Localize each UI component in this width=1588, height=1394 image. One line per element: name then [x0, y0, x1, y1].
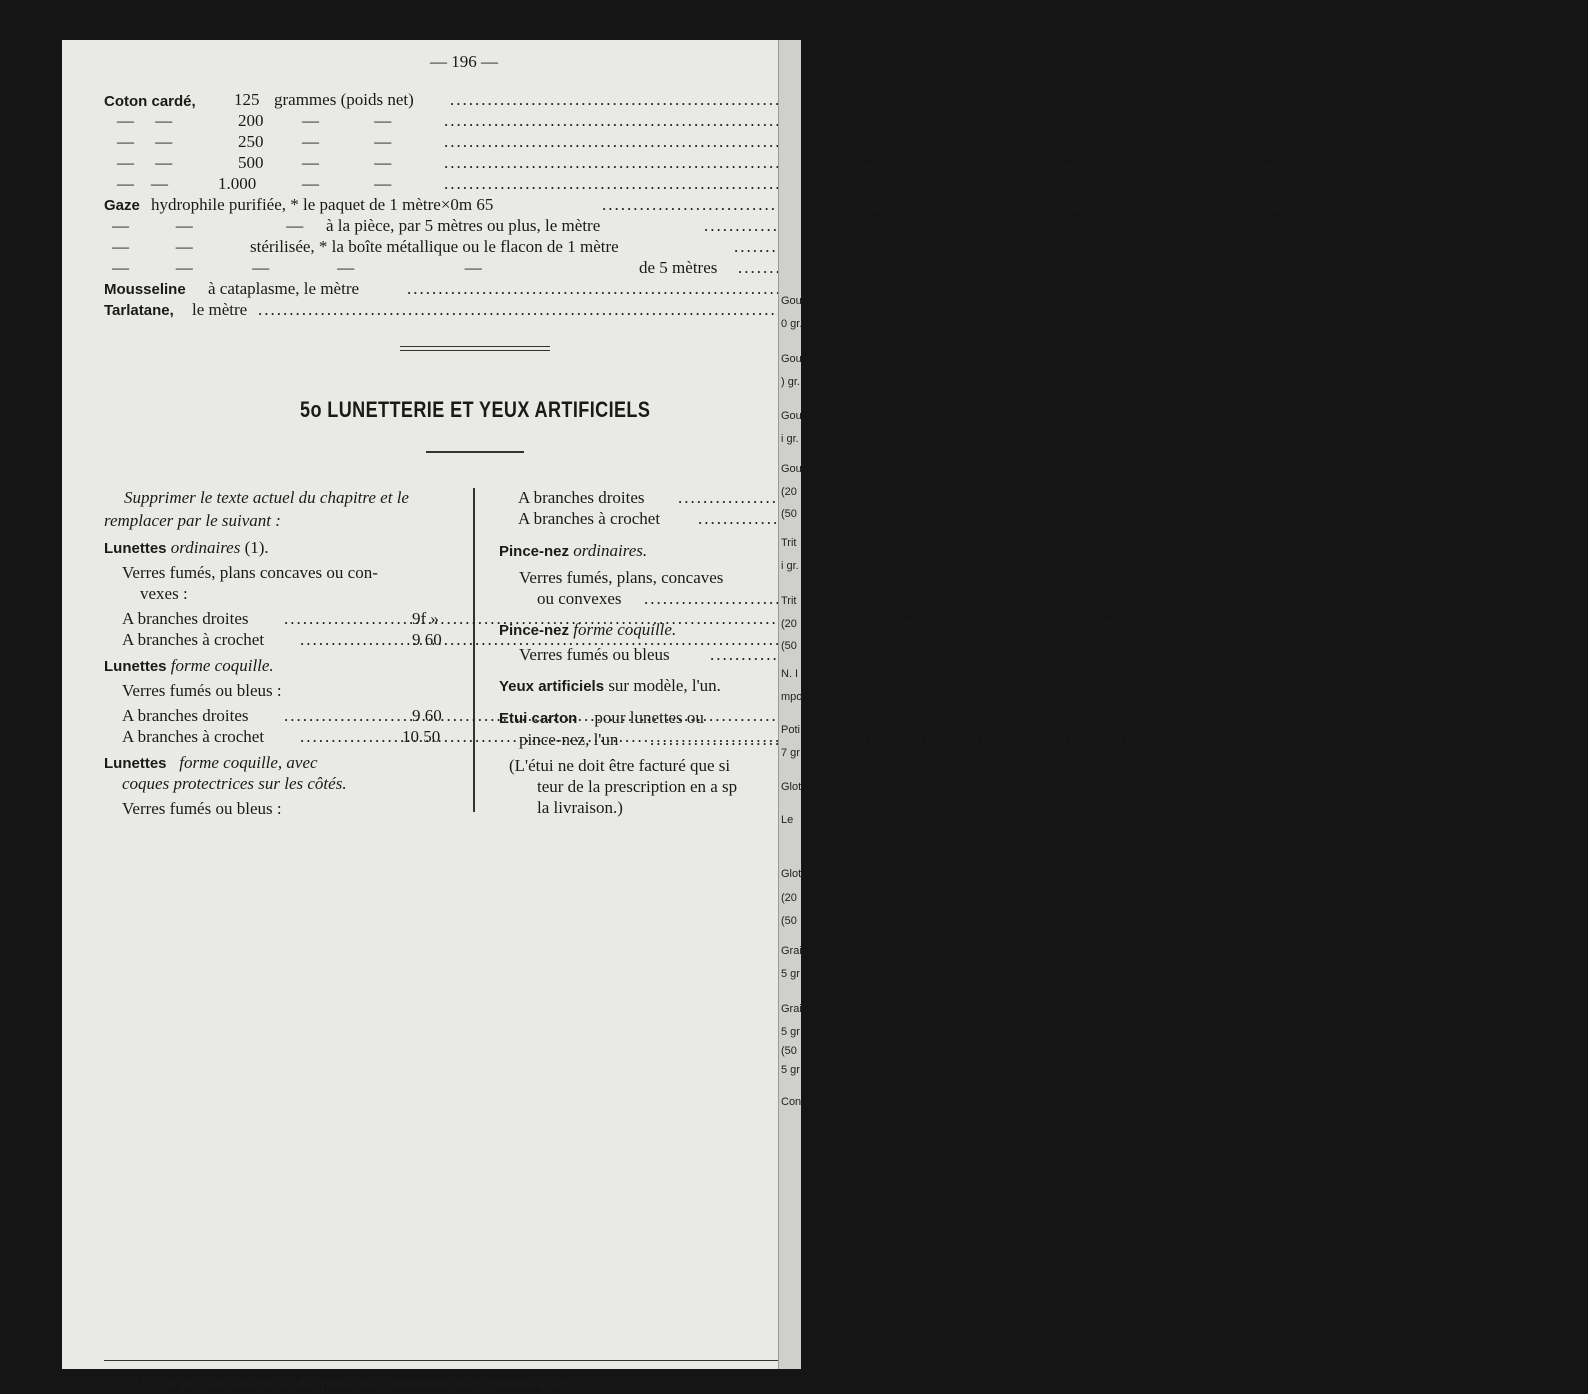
- edge-fragment: Glot: [781, 868, 802, 880]
- dot-leader: [444, 132, 776, 152]
- edge-fragment: 0 gr.: [781, 318, 803, 330]
- ditto-mark: — —: [302, 111, 392, 130]
- lc-branches-droites: A branches droites: [122, 706, 249, 725]
- coton-qty-4: 500: [238, 153, 264, 172]
- edge-fragment: 5 gr: [781, 968, 800, 980]
- lunettes-ordinaires: Lunettes ordinaires (1).: [104, 538, 269, 557]
- coton-qty-5: 1.000: [218, 174, 257, 193]
- edge-fragment: ) gr.: [781, 376, 800, 388]
- edge-fragment: (50: [781, 640, 797, 652]
- ditto-mark: — — — — —: [112, 258, 482, 277]
- dot-leader: [678, 488, 774, 508]
- dot-leader: [284, 609, 396, 629]
- tarlatane-text: le mètre: [192, 300, 248, 319]
- edge-fragment: N. I: [781, 668, 799, 680]
- edge-fragment: Glot: [781, 781, 802, 793]
- pince-verres-line-2: Verres fumés ou bleus: [519, 645, 670, 664]
- separator-rule: [400, 350, 550, 351]
- ditto-mark: — —: [302, 132, 392, 151]
- book-page: [62, 40, 780, 1392]
- intro-line-2: remplacer par le suivant :: [104, 511, 281, 530]
- column-divider: [473, 488, 475, 812]
- gaze-line-2: à la pièce, par 5 mètres ou plus, le mètre: [326, 216, 601, 235]
- dot-leader: [710, 645, 774, 665]
- edge-fragment: Trit: [781, 595, 797, 607]
- edge-fragment: (20: [781, 486, 797, 498]
- page-number: — 196 —: [430, 52, 498, 71]
- title-underline: [426, 451, 524, 453]
- dot-leader: [444, 153, 776, 173]
- gaze-line-1: hydrophile purifiée, * le paquet de 1 mètre×0m 65: [151, 195, 494, 214]
- dot-leader: [284, 706, 396, 726]
- lunettes-coquille: Lunettes forme coquille.: [104, 656, 274, 675]
- verres-line-2: Verres fumés ou bleus :: [122, 681, 282, 700]
- edge-fragment: (50: [781, 915, 797, 927]
- ditto-mark: — —: [117, 153, 173, 172]
- gaze-label: Gaze: [104, 197, 140, 214]
- lo-branches-crochet: A branches à crochet: [122, 630, 265, 649]
- verres-line-1b: vexes :: [140, 584, 188, 603]
- lunettes-coques: Lunettes forme coquille, avec: [104, 753, 318, 772]
- edge-fragment: Grai: [781, 945, 802, 957]
- etui-carton-line-2: pince-nez, l'un: [519, 730, 619, 749]
- pince-verres-line-1b: ou convexes: [537, 589, 622, 608]
- edge-fragment: i gr.: [781, 560, 799, 572]
- ditto-mark: — —: [302, 174, 392, 193]
- edge-fragment: Con: [781, 1096, 802, 1108]
- dot-leader: [650, 730, 774, 750]
- dot-leader: [644, 589, 774, 609]
- edge-fragment: Gou: [781, 410, 802, 422]
- dot-leader: [258, 300, 776, 320]
- dot-leader: [738, 258, 776, 278]
- edge-fragment: (50: [781, 1045, 797, 1057]
- dot-leader: [602, 195, 776, 215]
- coton-qty-2: 200: [238, 111, 264, 130]
- edge-fragment: 7 gr: [781, 747, 800, 759]
- price-lc-droites: 9 60: [412, 706, 442, 725]
- edge-fragment: Poti: [781, 724, 800, 736]
- edge-fragment: (20: [781, 618, 797, 630]
- gaze-line-3: stérilisée, * la boîte métallique ou le flacon de 1 mètre: [250, 237, 619, 256]
- ditto-mark: — —: [112, 237, 193, 256]
- dot-leader: [444, 174, 776, 194]
- etui-note-2: teur de la prescription en a sp: [537, 777, 738, 796]
- coton-text-1: grammes (poids net): [274, 90, 414, 109]
- mousseline-label: Mousseline: [104, 281, 186, 298]
- yeux-artificiels: Yeux artificiels sur modèle, l'un.: [499, 676, 721, 695]
- coton-qty-3: 250: [238, 132, 264, 151]
- lo-branches-droites: A branches droites: [122, 609, 249, 628]
- gaze-line-4: de 5 mètres: [639, 258, 718, 277]
- ditto-mark: — —: [117, 174, 168, 193]
- coton-label: Coton cardé,: [104, 93, 196, 110]
- etui-carton: Etui carton pour lunettes ou: [499, 708, 704, 727]
- next-page-edge: [778, 40, 801, 1369]
- edge-fragment: Gou: [781, 353, 802, 365]
- pince-nez-ordinaires: Pince-nez ordinaires.: [499, 541, 648, 560]
- pince-nez-coquille: Pince-nez forme coquille.: [499, 620, 677, 639]
- ditto-mark: — —: [302, 153, 392, 172]
- price-lc-crochet: 10 50: [402, 727, 441, 746]
- tarlatane-label: Tarlatane,: [104, 302, 174, 319]
- edge-fragment: 5 gr: [781, 1064, 800, 1076]
- etui-note-1: (L'étui ne doit être facturé que si: [509, 756, 731, 775]
- dot-leader: [407, 279, 776, 299]
- edge-fragment: Gou: [781, 295, 802, 307]
- dot-leader: [704, 216, 776, 236]
- edge-fragment: Grai: [781, 1003, 802, 1015]
- dot-leader: [300, 630, 396, 650]
- footnote-rule: [104, 1360, 780, 1361]
- ditto-mark: — — —: [112, 216, 304, 235]
- edge-fragment: Le: [781, 814, 794, 826]
- coton-qty-1: 125: [234, 90, 260, 109]
- lcq-branches-crochet: A branches à crochet: [518, 509, 661, 528]
- lunettes-coques-line-2: coques protectrices sur les côtés.: [122, 774, 347, 793]
- edge-fragment: Trit: [781, 537, 797, 549]
- lc-branches-crochet: A branches à crochet: [122, 727, 265, 746]
- verres-line-3: Verres fumés ou bleus :: [122, 799, 282, 818]
- dot-leader: [444, 111, 776, 131]
- edge-fragment: (50: [781, 508, 797, 520]
- intro-line-1: Supprimer le texte actuel du chapitre et le: [124, 488, 409, 507]
- edge-fragment: 5 gr: [781, 1026, 800, 1038]
- section-title: 5o LUNETTERIE ET YEUX ARTIFICIELS: [300, 397, 651, 422]
- edge-fragment: (20: [781, 892, 797, 904]
- footnote: (1) Les prix des lunettes et des pince-nez s'entendent avec monture acier.: [134, 1376, 571, 1392]
- price-lo-crochet: 9 60: [412, 630, 442, 649]
- dot-leader: [734, 237, 776, 257]
- edge-fragment: Gou: [781, 463, 802, 475]
- price-lo-droites: 9f »: [412, 609, 439, 628]
- lcq-branches-droites: A branches droites: [518, 488, 645, 507]
- edge-fragment: i gr.: [781, 433, 799, 445]
- dot-leader: [300, 727, 392, 747]
- dot-leader: [450, 90, 776, 110]
- verres-line-1a: Verres fumés, plans concaves ou con-: [122, 563, 378, 582]
- separator-rule: [400, 346, 550, 347]
- edge-fragment: mpo: [781, 691, 803, 703]
- etui-note-3: la livraison.): [537, 798, 623, 817]
- mousseline-text: à cataplasme, le mètre: [208, 279, 360, 298]
- ditto-mark: — —: [117, 111, 173, 130]
- ditto-mark: — —: [117, 132, 173, 151]
- pince-verres-line-1a: Verres fumés, plans, concaves: [519, 568, 724, 587]
- dot-leader: [698, 509, 774, 529]
